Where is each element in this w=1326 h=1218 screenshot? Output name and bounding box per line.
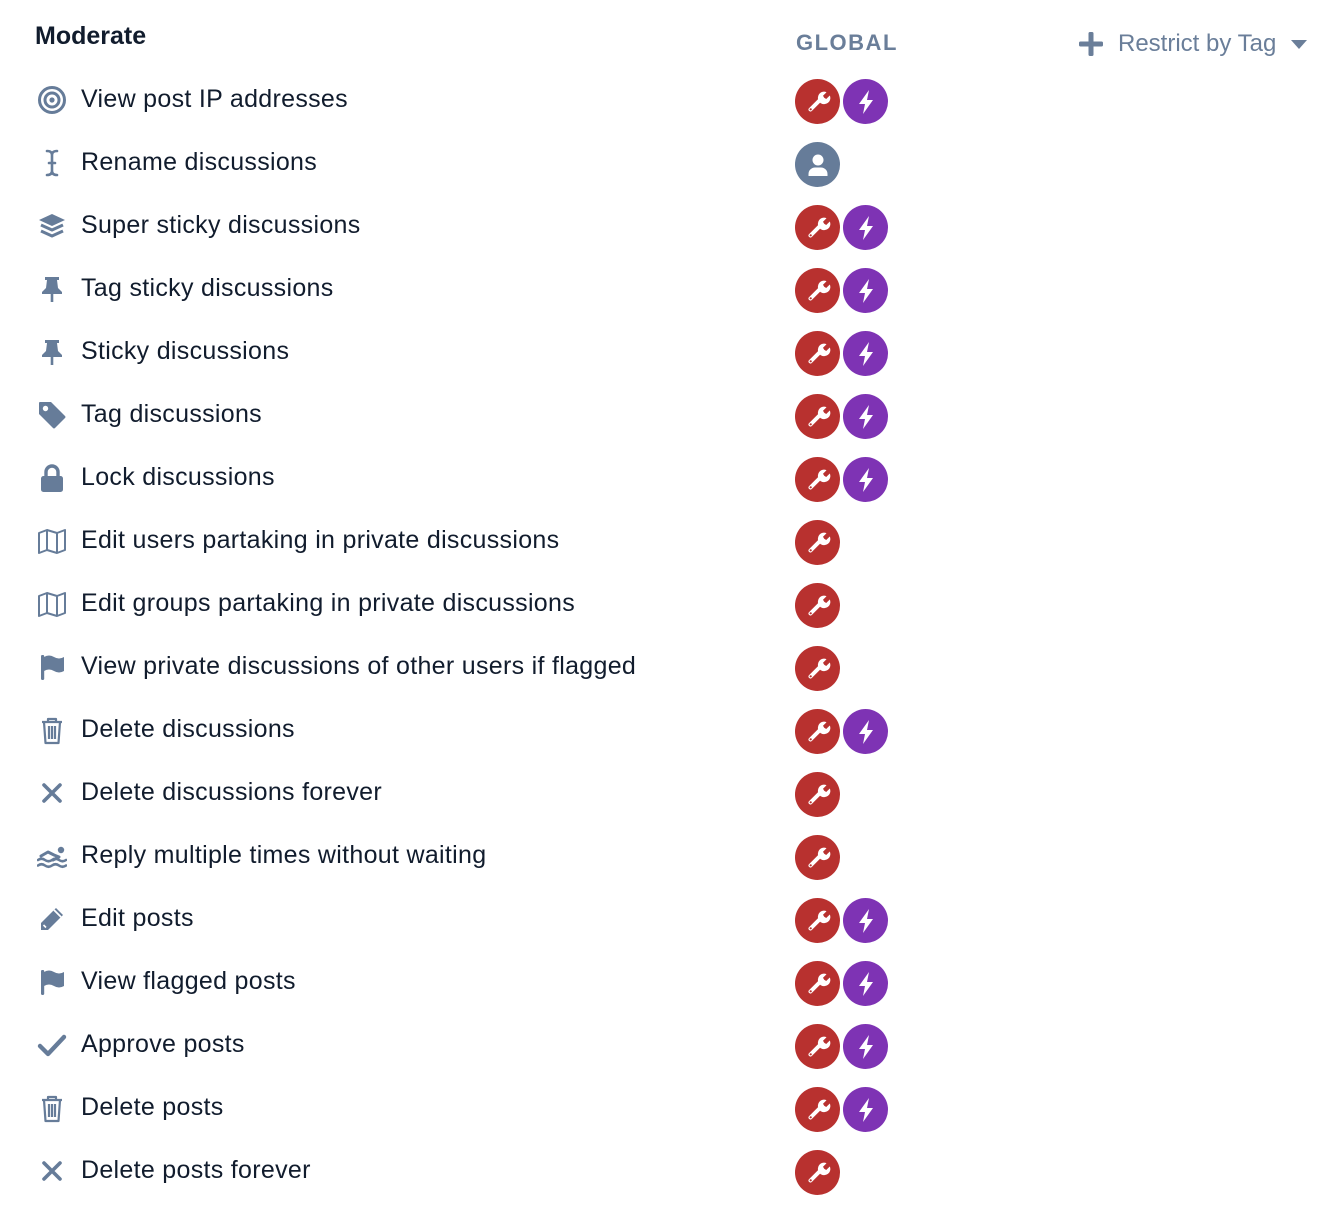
mod-group-badge[interactable] <box>843 1024 888 1069</box>
admin-group-badge[interactable] <box>795 1087 840 1132</box>
admin-group-badge[interactable] <box>795 1024 840 1069</box>
wrench-icon <box>805 908 831 934</box>
bolt-icon <box>853 404 879 430</box>
check-icon <box>35 1029 69 1061</box>
permission-row <box>0 825 1326 888</box>
flag-icon <box>35 651 69 683</box>
permission-label: Lock discussions <box>81 463 275 491</box>
admin-group-badge[interactable] <box>795 457 840 502</box>
permission-row <box>0 1077 1326 1140</box>
permission-groups-dropdown[interactable] <box>795 583 843 628</box>
times-icon <box>35 1155 69 1187</box>
mod-group-badge[interactable] <box>843 331 888 376</box>
permission-label: Delete posts <box>81 1093 224 1121</box>
permission-row <box>0 69 1326 132</box>
bolt-icon <box>853 1097 879 1123</box>
permission-row <box>0 573 1326 636</box>
mod-group-badge[interactable] <box>843 457 888 502</box>
mod-group-badge[interactable] <box>843 898 888 943</box>
layer-group-icon <box>35 210 69 242</box>
bullseye-icon <box>35 84 69 116</box>
wrench-icon <box>805 89 831 115</box>
map-icon <box>35 525 69 557</box>
mod-group-badge[interactable] <box>843 268 888 313</box>
wrench-icon <box>805 845 831 871</box>
wrench-icon <box>805 719 831 745</box>
permission-row <box>0 636 1326 699</box>
wrench-icon <box>805 404 831 430</box>
permission-groups-dropdown[interactable] <box>795 1087 891 1132</box>
permission-row <box>0 951 1326 1014</box>
permission-label: Super sticky discussions <box>81 211 361 239</box>
bolt-icon <box>853 89 879 115</box>
permission-groups-dropdown[interactable] <box>795 331 891 376</box>
permission-groups-dropdown[interactable] <box>795 835 843 880</box>
permission-groups-dropdown[interactable] <box>795 1150 843 1195</box>
permission-label: View flagged posts <box>81 967 296 995</box>
admin-group-badge[interactable] <box>795 331 840 376</box>
bolt-icon <box>853 215 879 241</box>
mod-group-badge[interactable] <box>843 205 888 250</box>
permission-row <box>0 195 1326 258</box>
admin-group-badge[interactable] <box>795 961 840 1006</box>
caret-down-icon <box>1290 38 1308 50</box>
trash-icon <box>35 714 69 746</box>
permission-row <box>0 1140 1326 1203</box>
permission-groups-dropdown[interactable] <box>795 646 843 691</box>
admin-group-badge[interactable] <box>795 646 840 691</box>
permission-row <box>0 258 1326 321</box>
bolt-icon <box>853 467 879 493</box>
plus-icon <box>1078 31 1104 57</box>
i-cursor-icon <box>35 147 69 179</box>
permission-groups-dropdown[interactable] <box>795 205 891 250</box>
trash-icon <box>35 1092 69 1124</box>
permission-groups-dropdown[interactable] <box>795 961 891 1006</box>
permission-row <box>0 699 1326 762</box>
permission-row <box>0 384 1326 447</box>
permission-label: Approve posts <box>81 1030 245 1058</box>
admin-group-badge[interactable] <box>795 394 840 439</box>
permission-groups-dropdown[interactable] <box>795 1024 891 1069</box>
user-icon <box>805 152 831 178</box>
section-title: Moderate <box>35 22 147 50</box>
permission-groups-dropdown[interactable] <box>795 709 891 754</box>
admin-group-badge[interactable] <box>795 79 840 124</box>
permission-label: Delete discussions <box>81 715 295 743</box>
map-icon <box>35 588 69 620</box>
times-icon <box>35 777 69 809</box>
restrict-by-tag-dropdown[interactable] <box>1078 28 1308 60</box>
permission-label: Reply multiple times without waiting <box>81 841 487 869</box>
admin-group-badge[interactable] <box>795 835 840 880</box>
bolt-icon <box>853 1034 879 1060</box>
admin-group-badge[interactable] <box>795 205 840 250</box>
bolt-icon <box>853 971 879 997</box>
permission-label: Sticky discussions <box>81 337 290 365</box>
permission-row <box>0 510 1326 573</box>
wrench-icon <box>805 656 831 682</box>
permission-row <box>0 762 1326 825</box>
wrench-icon <box>805 1097 831 1123</box>
wrench-icon <box>805 1160 831 1186</box>
mod-group-badge[interactable] <box>843 394 888 439</box>
permission-groups-dropdown[interactable] <box>795 898 891 943</box>
wrench-icon <box>805 341 831 367</box>
lock-icon <box>35 462 69 494</box>
admin-group-badge[interactable] <box>795 709 840 754</box>
admin-group-badge[interactable] <box>795 898 840 943</box>
mod-group-badge[interactable] <box>843 1087 888 1132</box>
admin-group-badge[interactable] <box>795 268 840 313</box>
mod-group-badge[interactable] <box>843 79 888 124</box>
permission-label: Delete posts forever <box>81 1156 311 1184</box>
permission-row <box>0 321 1326 384</box>
swimmer-icon <box>35 840 69 872</box>
permission-row <box>0 888 1326 951</box>
admin-group-badge[interactable] <box>795 1150 840 1195</box>
member-group-badge[interactable] <box>795 142 840 187</box>
wrench-icon <box>805 530 831 556</box>
permission-groups-dropdown[interactable] <box>795 772 843 817</box>
bolt-icon <box>853 341 879 367</box>
permission-label: Tag sticky discussions <box>81 274 334 302</box>
permission-groups-dropdown[interactable] <box>795 457 891 502</box>
permission-groups-dropdown[interactable] <box>795 79 891 124</box>
bolt-icon <box>853 908 879 934</box>
permission-label: Tag discussions <box>81 400 262 428</box>
permission-groups-dropdown[interactable] <box>795 268 891 313</box>
permission-label: Edit groups partaking in private discussions <box>81 589 576 617</box>
pencil-icon <box>35 903 69 935</box>
wrench-icon <box>805 467 831 493</box>
permission-label: View post IP addresses <box>81 85 348 113</box>
wrench-icon <box>805 278 831 304</box>
permission-label: Delete discussions forever <box>81 778 382 806</box>
permission-label: Edit posts <box>81 904 194 932</box>
flag-icon <box>35 966 69 998</box>
thumbtack-icon <box>35 336 69 368</box>
bolt-icon <box>853 278 879 304</box>
thumbtack-icon <box>35 273 69 305</box>
mod-group-badge[interactable] <box>843 961 888 1006</box>
admin-group-badge[interactable] <box>795 772 840 817</box>
permission-groups-dropdown[interactable] <box>795 520 843 565</box>
wrench-icon <box>805 215 831 241</box>
tag-icon <box>35 399 69 431</box>
wrench-icon <box>805 971 831 997</box>
admin-group-badge[interactable] <box>795 520 840 565</box>
permission-label: Rename discussions <box>81 148 318 176</box>
global-column-header: GLOBAL <box>796 30 898 55</box>
bolt-icon <box>853 719 879 745</box>
permission-label: Edit users partaking in private discussions <box>81 526 560 554</box>
restrict-by-tag-label: Restrict by Tag <box>1118 30 1277 57</box>
permission-row <box>0 132 1326 195</box>
wrench-icon <box>805 782 831 808</box>
mod-group-badge[interactable] <box>843 709 888 754</box>
permission-groups-dropdown[interactable] <box>795 142 843 187</box>
permission-row <box>0 1014 1326 1077</box>
permission-groups-dropdown[interactable] <box>795 394 891 439</box>
permission-list <box>0 69 1326 1203</box>
admin-group-badge[interactable] <box>795 583 840 628</box>
wrench-icon <box>805 593 831 619</box>
wrench-icon <box>805 1034 831 1060</box>
permission-row <box>0 447 1326 510</box>
permission-label: View private discussions of other users if flagged <box>81 652 637 680</box>
